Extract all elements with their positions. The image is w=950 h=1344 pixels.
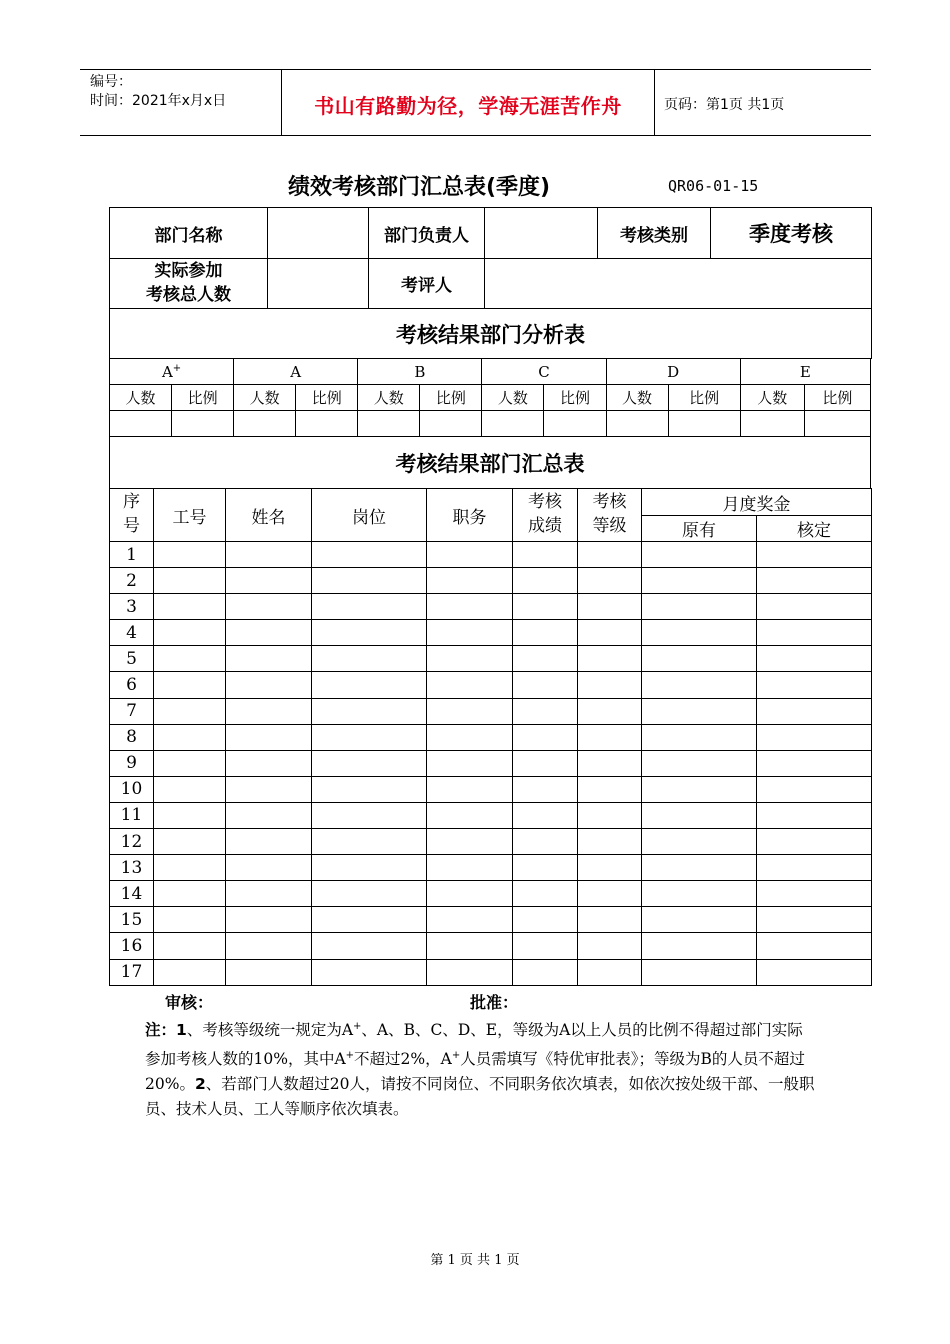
grade-a-plus	[110, 359, 234, 385]
page-footer: 第 1 页 共 1 页	[430, 1253, 520, 1268]
table-cell[interactable]	[154, 881, 226, 907]
table-cell[interactable]	[154, 776, 226, 802]
table-cell[interactable]	[226, 594, 312, 620]
table-cell[interactable]	[757, 776, 872, 802]
table-cell[interactable]	[642, 907, 757, 933]
table-cell[interactable]	[312, 802, 427, 828]
table-cell[interactable]	[226, 933, 312, 959]
table-cell[interactable]	[427, 829, 513, 855]
table-row	[110, 620, 872, 646]
row-number: 11	[110, 802, 154, 828]
col-name-header: 姓名	[226, 489, 312, 542]
table-cell[interactable]	[312, 959, 427, 985]
row-number: 15	[110, 907, 154, 933]
table-cell[interactable]	[154, 672, 226, 698]
table-cell[interactable]	[226, 620, 312, 646]
table-cell[interactable]	[578, 802, 642, 828]
table-cell[interactable]	[642, 646, 757, 672]
table-cell[interactable]	[642, 750, 757, 776]
table-cell[interactable]	[757, 594, 872, 620]
header-page-info: 页码：第1页 共1页	[664, 97, 785, 113]
participants-label-line2: 考核总人数	[146, 284, 231, 305]
col-score-line1: 考核	[528, 492, 562, 513]
participants-field[interactable]	[268, 259, 369, 309]
table-row	[110, 594, 872, 620]
table-cell[interactable]	[757, 933, 872, 959]
table-cell[interactable]	[154, 802, 226, 828]
note-sup-1: +	[353, 1021, 362, 1032]
table-cell[interactable]	[757, 907, 872, 933]
table-cell[interactable]	[427, 881, 513, 907]
table-cell[interactable]	[312, 776, 427, 802]
ratio-header: 比例	[296, 385, 358, 411]
table-cell[interactable]	[154, 646, 226, 672]
table-cell[interactable]	[154, 907, 226, 933]
category-value: 季度考核	[711, 208, 872, 259]
header-divider-right	[654, 69, 655, 136]
table-cell[interactable]	[154, 620, 226, 646]
table-cell[interactable]	[427, 542, 513, 568]
table-row	[110, 802, 872, 828]
header-motto: 书山有路勤为径，学海无涯苦作舟	[314, 94, 622, 118]
ratio-header: 比例	[668, 385, 740, 411]
note-sup-2: +	[345, 1050, 355, 1062]
table-cell[interactable]	[427, 568, 513, 594]
table-cell[interactable]	[578, 933, 642, 959]
col-score-header	[513, 489, 578, 542]
table-row	[110, 568, 872, 594]
note-paragraph	[145, 1014, 815, 1122]
table-cell[interactable]	[154, 724, 226, 750]
note-sup-3: +	[451, 1050, 461, 1062]
table-row	[110, 698, 872, 724]
table-cell[interactable]	[513, 724, 578, 750]
analysis-subheader-row	[110, 385, 871, 411]
table-cell[interactable]	[226, 542, 312, 568]
row-number: 12	[110, 829, 154, 855]
table-cell[interactable]	[757, 542, 872, 568]
table-cell[interactable]	[578, 750, 642, 776]
table-cell[interactable]	[312, 907, 427, 933]
value-cell[interactable]	[420, 411, 482, 437]
note-num-1: 1	[176, 1021, 187, 1040]
table-cell[interactable]	[578, 698, 642, 724]
col-grade-line2: 等级	[592, 516, 627, 536]
participants-label	[110, 259, 268, 309]
row-number: 16	[110, 933, 154, 959]
row-number: 1	[110, 542, 154, 568]
table-cell[interactable]	[578, 907, 642, 933]
grade-a: A	[234, 359, 358, 385]
row-number: 7	[110, 698, 154, 724]
table-cell[interactable]	[513, 646, 578, 672]
table-cell[interactable]	[427, 776, 513, 802]
ratio-header: 比例	[420, 385, 482, 411]
table-row	[110, 776, 872, 802]
table-cell[interactable]	[513, 750, 578, 776]
row-number: 4	[110, 620, 154, 646]
col-id-header: 工号	[154, 489, 226, 542]
table-cell[interactable]	[427, 959, 513, 985]
table-cell[interactable]	[427, 698, 513, 724]
count-header: 人数	[110, 385, 172, 411]
table-cell[interactable]	[513, 698, 578, 724]
participants-label-line1: 实际参加	[154, 260, 223, 281]
row-number: 14	[110, 881, 154, 907]
table-cell[interactable]	[154, 542, 226, 568]
ratio-header: 比例	[172, 385, 234, 411]
header-time-label: 时间：2021年x月x日	[90, 93, 227, 109]
table-cell[interactable]	[312, 672, 427, 698]
col-grade-header	[578, 489, 642, 542]
table-cell[interactable]	[427, 907, 513, 933]
table-row	[110, 750, 872, 776]
ratio-header: 比例	[544, 385, 606, 411]
value-cell[interactable]	[740, 411, 804, 437]
table-cell[interactable]	[226, 829, 312, 855]
table-cell[interactable]	[578, 594, 642, 620]
table-cell[interactable]	[578, 646, 642, 672]
value-cell[interactable]	[804, 411, 870, 437]
value-cell[interactable]	[172, 411, 234, 437]
table-cell[interactable]	[312, 698, 427, 724]
table-row	[110, 907, 872, 933]
count-header: 人数	[234, 385, 296, 411]
row-number: 6	[110, 672, 154, 698]
table-cell[interactable]	[578, 724, 642, 750]
dept-head-label: 部门负责人	[369, 208, 485, 259]
note-prefix: 注：	[145, 1021, 177, 1040]
table-cell[interactable]	[226, 776, 312, 802]
table-cell[interactable]	[513, 568, 578, 594]
col-seq-header	[110, 489, 154, 542]
table-cell[interactable]	[154, 568, 226, 594]
table-cell[interactable]	[154, 750, 226, 776]
note-num-2: 2	[194, 1075, 206, 1094]
table-cell[interactable]	[578, 620, 642, 646]
count-header: 人数	[606, 385, 668, 411]
col-duty-header: 职务	[427, 489, 513, 542]
table-cell[interactable]	[226, 646, 312, 672]
dept-name-field[interactable]	[268, 208, 369, 259]
table-cell[interactable]	[312, 568, 427, 594]
table-cell[interactable]	[642, 620, 757, 646]
count-header: 人数	[740, 385, 804, 411]
table-cell[interactable]	[757, 881, 872, 907]
col-seq-line1: 序	[123, 492, 140, 513]
table-cell[interactable]	[427, 802, 513, 828]
table-cell[interactable]	[578, 776, 642, 802]
table-cell[interactable]	[757, 959, 872, 985]
table-cell[interactable]	[578, 959, 642, 985]
table-cell[interactable]	[578, 542, 642, 568]
table-cell[interactable]	[642, 802, 757, 828]
table-cell[interactable]	[757, 802, 872, 828]
reviewer-field[interactable]	[485, 259, 872, 309]
table-cell[interactable]	[642, 542, 757, 568]
table-row	[110, 672, 872, 698]
table-cell[interactable]	[154, 855, 226, 881]
row-number: 8	[110, 724, 154, 750]
note-text-1c: 不超过2%，A	[354, 1050, 452, 1069]
table-cell[interactable]	[154, 933, 226, 959]
grade-e: E	[740, 359, 870, 385]
row-number: 2	[110, 568, 154, 594]
row-number: 9	[110, 750, 154, 776]
col-seq-line2: 号	[123, 516, 140, 536]
reviewer-label: 考评人	[369, 259, 485, 309]
analysis-table	[109, 358, 871, 489]
table-cell[interactable]	[757, 750, 872, 776]
table-cell[interactable]	[226, 802, 312, 828]
category-label: 考核类别	[598, 208, 711, 259]
approve-label: 批准：	[470, 993, 519, 1012]
table-cell[interactable]	[757, 620, 872, 646]
table-cell[interactable]	[312, 646, 427, 672]
row-number: 13	[110, 855, 154, 881]
table-cell[interactable]	[154, 959, 226, 985]
table-cell[interactable]	[757, 724, 872, 750]
table-cell[interactable]	[427, 724, 513, 750]
table-cell[interactable]	[757, 568, 872, 594]
value-cell[interactable]	[110, 411, 172, 437]
table-cell[interactable]	[642, 959, 757, 985]
table-cell[interactable]	[578, 829, 642, 855]
note-text-1d: 人员需填写《特优审批表》；等级为B的人员不超过20%。	[145, 1050, 805, 1094]
table-row	[110, 933, 872, 959]
table-cell[interactable]	[226, 855, 312, 881]
table-cell[interactable]	[513, 933, 578, 959]
table-row	[110, 542, 872, 568]
col-bonus-final-header: 核定	[757, 516, 872, 542]
table-cell[interactable]	[642, 881, 757, 907]
table-cell[interactable]	[578, 568, 642, 594]
audit-label: 审核：	[165, 993, 214, 1012]
row-number: 17	[110, 959, 154, 985]
table-cell[interactable]	[513, 776, 578, 802]
info-table	[109, 207, 872, 359]
table-cell[interactable]	[312, 855, 427, 881]
table-cell[interactable]	[642, 724, 757, 750]
table-cell[interactable]	[642, 672, 757, 698]
header-bottom-rule	[80, 135, 871, 136]
table-cell[interactable]	[427, 933, 513, 959]
grade-c: C	[482, 359, 606, 385]
summary-section-title: 考核结果部门汇总表	[110, 437, 871, 489]
page-title: 绩效考核部门汇总表(季度)	[288, 175, 551, 200]
table-cell[interactable]	[513, 855, 578, 881]
table-cell[interactable]	[226, 672, 312, 698]
table-cell[interactable]	[642, 568, 757, 594]
col-bonus-orig-header: 原有	[642, 516, 757, 542]
table-cell[interactable]	[578, 881, 642, 907]
table-cell[interactable]	[312, 724, 427, 750]
table-cell[interactable]	[427, 855, 513, 881]
table-cell[interactable]	[513, 959, 578, 985]
table-cell[interactable]	[642, 933, 757, 959]
table-cell[interactable]	[226, 881, 312, 907]
table-cell[interactable]	[312, 594, 427, 620]
value-cell[interactable]	[482, 411, 544, 437]
table-cell[interactable]	[226, 724, 312, 750]
table-row	[110, 881, 872, 907]
table-cell[interactable]	[226, 750, 312, 776]
table-cell[interactable]	[226, 698, 312, 724]
analysis-section-title: 考核结果部门分析表	[110, 309, 872, 359]
analysis-value-row	[110, 411, 871, 437]
table-row	[110, 724, 872, 750]
table-cell[interactable]	[513, 802, 578, 828]
table-cell[interactable]	[154, 594, 226, 620]
value-cell[interactable]	[668, 411, 740, 437]
table-row	[110, 855, 872, 881]
row-number: 10	[110, 776, 154, 802]
summary-body	[110, 542, 872, 986]
value-cell[interactable]	[544, 411, 606, 437]
table-cell[interactable]	[513, 542, 578, 568]
summary-table	[109, 488, 872, 986]
grade-a-plus-sup: +	[172, 362, 182, 374]
table-row	[110, 829, 872, 855]
table-cell[interactable]	[427, 672, 513, 698]
header-top-rule	[80, 69, 871, 70]
table-cell[interactable]	[642, 855, 757, 881]
table-cell[interactable]	[226, 568, 312, 594]
value-cell[interactable]	[296, 411, 358, 437]
table-row	[110, 646, 872, 672]
table-cell[interactable]	[513, 881, 578, 907]
table-cell[interactable]	[642, 594, 757, 620]
table-row	[110, 959, 872, 985]
grade-a-plus-label: A	[161, 362, 173, 381]
table-cell[interactable]	[513, 672, 578, 698]
table-cell[interactable]	[226, 907, 312, 933]
count-header: 人数	[482, 385, 544, 411]
count-header: 人数	[358, 385, 420, 411]
note-text-2: 、若部门人数超过20人，请按不同岗位、不同职务依次填表，如依次按处级干部、一般职员、技术人员、工人等顺序依次填表。	[145, 1075, 815, 1119]
table-cell[interactable]	[642, 698, 757, 724]
table-cell[interactable]	[757, 646, 872, 672]
table-cell[interactable]	[312, 881, 427, 907]
table-cell[interactable]	[427, 750, 513, 776]
table-cell[interactable]	[154, 829, 226, 855]
grade-d: D	[606, 359, 740, 385]
col-post-header: 岗位	[312, 489, 427, 542]
col-bonus-header: 月度奖金	[642, 489, 872, 516]
table-cell[interactable]	[312, 829, 427, 855]
table-cell[interactable]	[513, 594, 578, 620]
row-number: 3	[110, 594, 154, 620]
table-cell[interactable]	[427, 620, 513, 646]
table-cell[interactable]	[757, 855, 872, 881]
table-cell[interactable]	[513, 620, 578, 646]
table-cell[interactable]	[757, 829, 872, 855]
table-cell[interactable]	[642, 776, 757, 802]
header-number-label: 编号：	[90, 74, 132, 90]
table-cell[interactable]	[757, 672, 872, 698]
table-cell[interactable]	[578, 855, 642, 881]
dept-name-label: 部门名称	[110, 208, 268, 259]
value-cell[interactable]	[234, 411, 296, 437]
table-cell[interactable]	[642, 829, 757, 855]
col-grade-line1: 考核	[592, 492, 627, 513]
form-code: QR06-01-15	[668, 177, 759, 195]
value-cell[interactable]	[606, 411, 668, 437]
row-number: 5	[110, 646, 154, 672]
table-cell[interactable]	[226, 959, 312, 985]
table-cell[interactable]	[513, 829, 578, 855]
table-cell[interactable]	[312, 620, 427, 646]
dept-head-field[interactable]	[485, 208, 598, 259]
table-cell[interactable]	[154, 698, 226, 724]
table-cell[interactable]	[427, 646, 513, 672]
value-cell[interactable]	[358, 411, 420, 437]
table-cell[interactable]	[312, 750, 427, 776]
grade-b: B	[358, 359, 482, 385]
table-cell[interactable]	[513, 907, 578, 933]
note-text-1b: 、A、B、C、D、E，等级为A以上人员的比例不得超过部门实际参加考核人数的10%，其中A	[145, 1021, 803, 1069]
table-cell[interactable]	[312, 933, 427, 959]
note-text-1a: 、考核等级统一规定为A	[186, 1021, 354, 1040]
table-cell[interactable]	[312, 542, 427, 568]
table-cell[interactable]	[757, 698, 872, 724]
col-score-line2: 成绩	[528, 516, 562, 536]
table-cell[interactable]	[427, 594, 513, 620]
ratio-header: 比例	[804, 385, 870, 411]
table-cell[interactable]	[578, 672, 642, 698]
